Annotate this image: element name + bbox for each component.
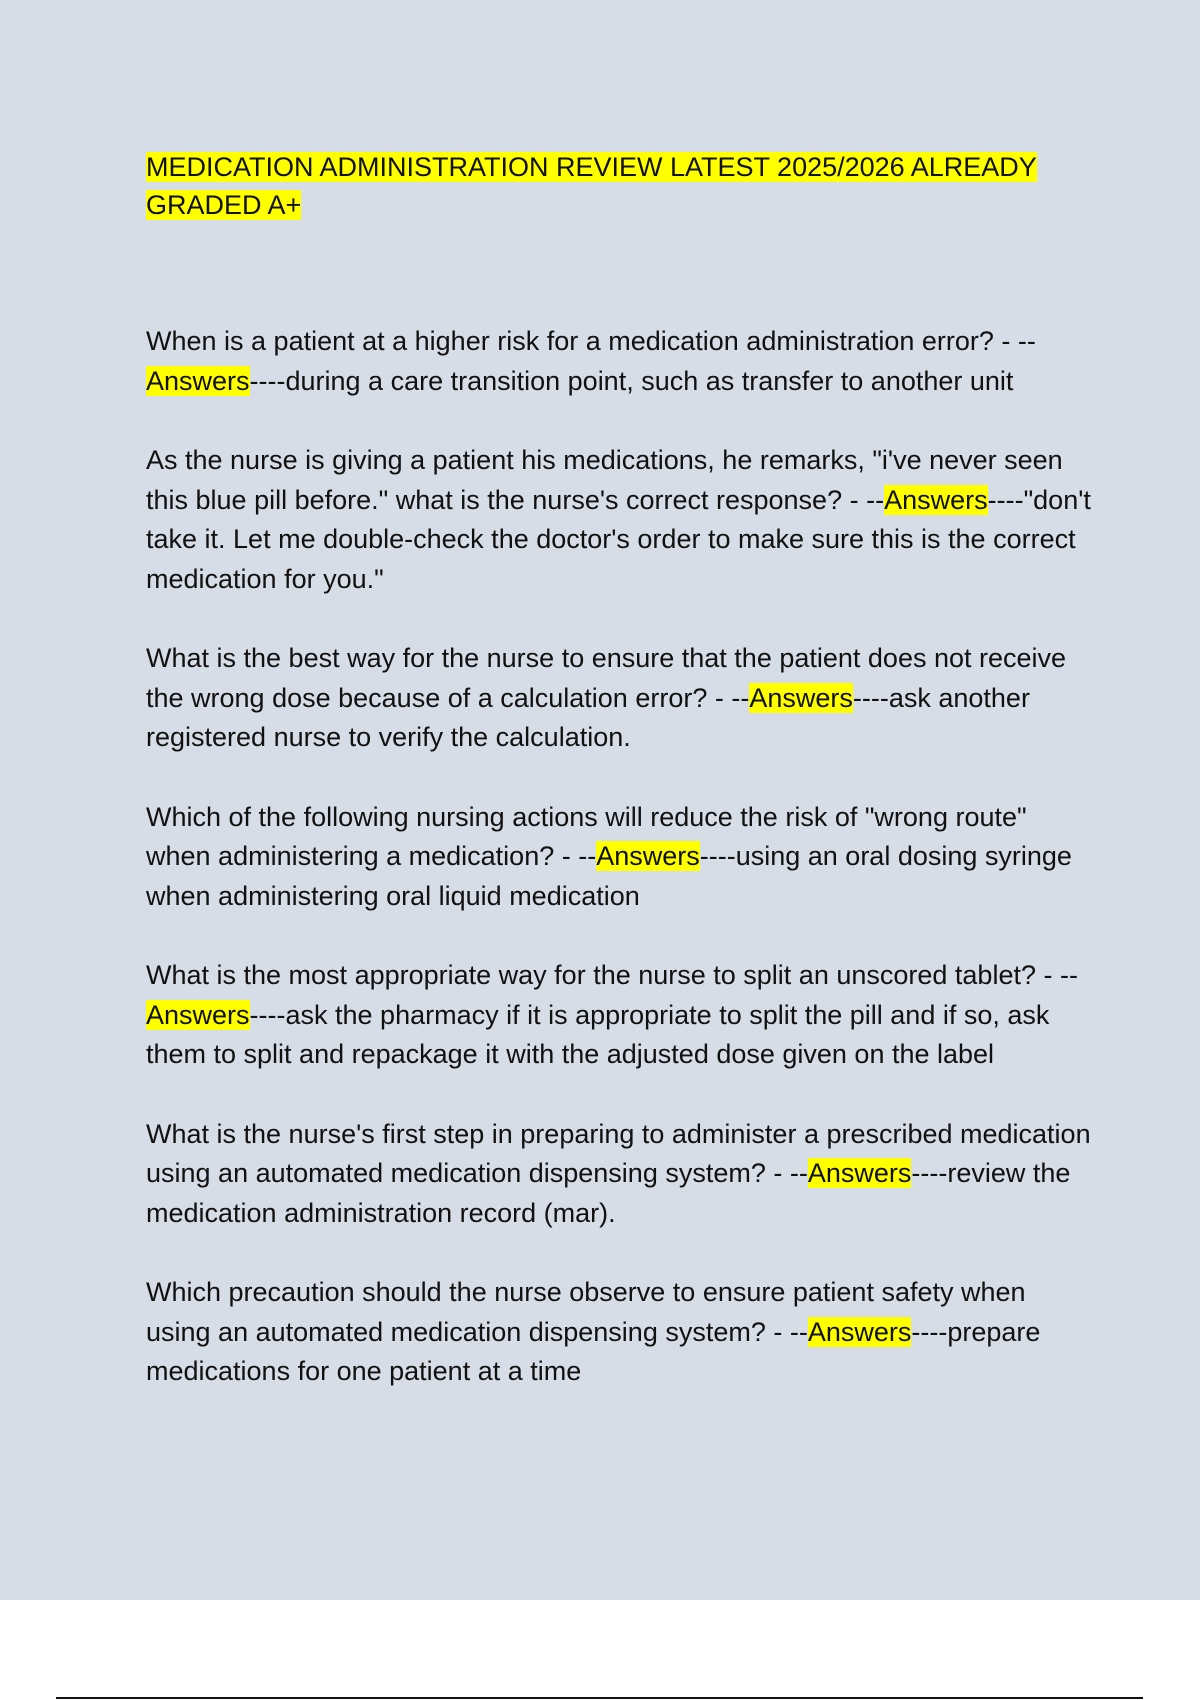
answer-suffix: ---- <box>911 1158 948 1188</box>
qa-item-7 <box>146 1273 1096 1392</box>
answer-text: "don't take it. Let me double-check the doctor's order to make sure this is the correct medication for you." <box>146 484 1091 594</box>
question-text: Which precaution should the nurse observe to ensure patient safety when using an automated medication dispensing system? <box>146 1277 1026 1347</box>
answers-label: Answers <box>146 365 250 396</box>
answer-prefix: - -- <box>765 1158 808 1188</box>
qa-item-6 <box>146 1115 1096 1234</box>
answer-prefix: - -- <box>765 1316 808 1347</box>
answer-prefix: - -- <box>993 326 1036 356</box>
answer-text: review the medication administration record (mar). <box>146 1158 1071 1228</box>
question-text: What is the nurse's first step in preparing to administer a prescribed medication using an automated medication dispensing system? <box>146 1118 1091 1188</box>
answer-prefix: - -- <box>1035 960 1078 990</box>
qa-item-2 <box>146 441 1096 599</box>
answer-suffix: ---- <box>249 365 286 396</box>
answers-label: Answers <box>749 682 853 713</box>
document-title-text: MEDICATION ADMINISTRATION REVIEW LATEST 2025/2026 ALREADY GRADED A+ <box>146 152 1037 220</box>
answer-prefix: - -- <box>842 484 885 515</box>
answers-label: Answers <box>146 999 250 1030</box>
answer-suffix: ---- <box>911 1316 948 1347</box>
answer-prefix: - -- <box>707 682 750 713</box>
qa-item-3 <box>146 639 1096 758</box>
answer-suffix: ---- <box>852 682 889 713</box>
footer-divider <box>56 1697 1143 1699</box>
answers-label: Answers <box>596 841 700 871</box>
question-text: What is the best way for the nurse to ensure that the patient does not receive the wrong dose because of a calculation error? <box>146 643 1067 713</box>
answers-label: Answers <box>807 1158 912 1188</box>
document-content <box>146 148 1096 1432</box>
question-text: What is the most appropriate way for the nurse to split an unscored tablet? <box>146 960 1036 990</box>
qa-item-1 <box>146 322 1096 401</box>
answer-suffix: ---- <box>249 999 286 1030</box>
question-text: Which of the following nursing actions will reduce the risk of "wrong route" when administering a medication? <box>146 801 1027 871</box>
answer-text: ask another registered nurse to verify the calculation. <box>146 682 1030 752</box>
answer-prefix: - -- <box>554 841 597 871</box>
answer-text: during a care transition point, such as transfer to another unit <box>285 365 1014 396</box>
answer-text: using an oral dosing syringe when administering oral liquid medication <box>146 841 1072 911</box>
question-text: When is a patient at a higher risk for a medication administration error? <box>146 326 994 356</box>
answers-label: Answers <box>884 484 988 515</box>
answer-text: ask the pharmacy if it is appropriate to split the pill and if so, ask them to split and repackage it with the adjusted dose given on the label <box>146 999 1050 1069</box>
qa-item-4 <box>146 798 1096 917</box>
answer-suffix: ---- <box>699 841 736 871</box>
answer-suffix: ---- <box>987 484 1024 515</box>
qa-item-5 <box>146 956 1096 1075</box>
answers-label: Answers <box>807 1316 912 1347</box>
question-text: As the nurse is giving a patient his medications, he remarks, "i've never seen this blue pill before." what is the nurse's correct response? <box>146 445 1063 515</box>
document-title <box>146 148 1096 224</box>
answer-text: prepare medications for one patient at a time <box>146 1316 1041 1386</box>
